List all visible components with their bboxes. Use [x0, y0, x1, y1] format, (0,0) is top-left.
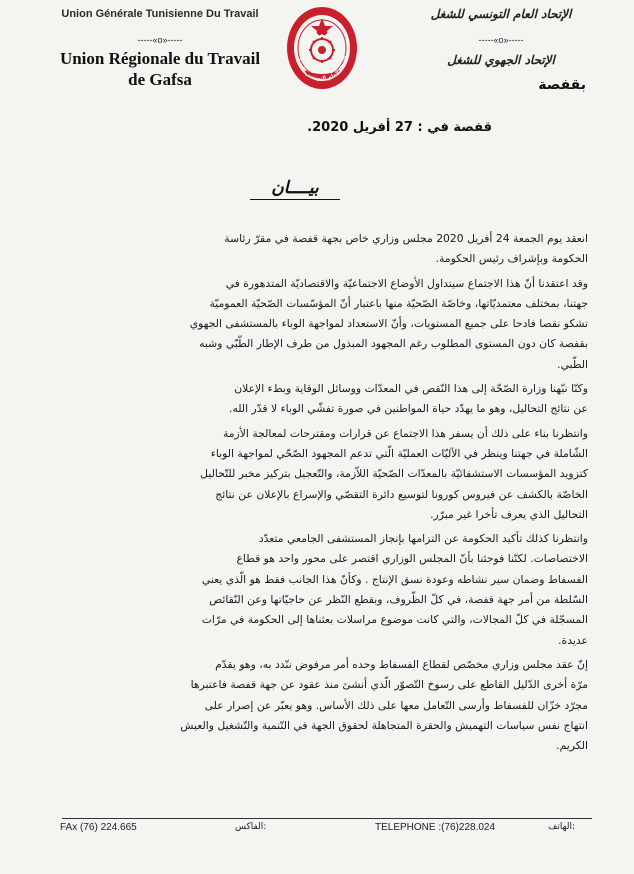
paragraph-line: التحاليل الذي يعرف تأخرا غير مبرّر. [430, 507, 588, 521]
city-name-ar: بقفصة [538, 77, 586, 93]
paragraph-line: إنّ عقد مجلس وزاري مخصّص لقطاع الفسفاط وحده أمر مرفوض ننّدد به، وهو يقدّم [215, 657, 588, 671]
paragraph-3 [66, 379, 588, 420]
regional-union-line-1: Union Régionale du Travail [59, 49, 261, 68]
footer-fax-ar: الفاكس: [235, 822, 267, 832]
ugtt-logo-graphic [284, 4, 360, 92]
paragraph-4 [66, 424, 588, 525]
paragraph-line: تشكو نقصا فادحا على جميع المستويات، وأنّ الاستعداد لمواجهة الوباء بالمستشفى الجهوي [189, 317, 588, 331]
paragraph-line: المسجّلة في كلّ المجالات، والتي كانت موضوع مراسلات بعثناها إلى الحكومة في مرّات [201, 613, 588, 627]
footer-telephone: TELEPHONE :(76)228.024 [375, 822, 496, 833]
paragraph-line: الفسفاط وضمان سير نشاطه وعودة نسق الإنتاج . وكأنّ هذا الجانب فقط هو الّذي يعني [201, 572, 588, 586]
paragraph-line: الشّاملة في جهتنا وينظر في الآليّات العمليّة الّتي تدعم المجهود الصّحّي لمواجهة الوباء [210, 446, 588, 460]
footer-telephone-ar: الهاتف: [548, 822, 576, 832]
paragraph-line: انتهاج نفس سياسات التهميش والحقرة المتجاهلة لحقوق الجهة في التّنمية والتّشغيل والعيش [180, 718, 588, 732]
paragraph-line: وكنّا نبّهنا وزارة الصّحّة إلى هذا النّقص في المعدّات ووسائل الوقاية وبطء الإعلان [234, 382, 588, 396]
ugtt-logo [284, 4, 360, 92]
paragraph-line: الخاصّة بالكشف عن فيروس كورونا لتوسيع دائرة التقصّي والإسراع بالإعلان عن نتائج [215, 487, 588, 501]
regional-union-line-2: de Gafsa [128, 70, 192, 89]
header-decoration-right: -----«o»----- [478, 35, 524, 45]
footer-divider [62, 818, 592, 819]
org-name-fr: Union Générale Tunisienne Du Travail [61, 8, 259, 20]
paragraph-line: الاختصاصات. لكنّنا فوجئنا بأنّ المجلس الوزاري اقتصر على محور واحد هو قطاع [236, 552, 588, 566]
org-name-ar: الإتحاد العام التونسي للشغل [430, 7, 572, 21]
document-title: بيــــان [250, 177, 340, 200]
paragraph-line: بقفصة كان دون المستوى المطلوب رغم المجهود المبذول من طرف الإطار الطّبّي وشبه [199, 337, 588, 351]
document-body [66, 229, 588, 760]
logo-arc-text: الاتحاد العام التونسي للشغل [293, 55, 350, 83]
paragraph-line: انعقد يوم الجمعة 24 أفريل 2020 مجلس وزاري خاص بجهة قفصة في مقرّ رئاسة [224, 232, 588, 245]
paragraph-line: عن نتائج التحاليل، وهو ما يهدّد حياة المواطنين في صورة تفشّي الوباء لا قدّر الله. [229, 402, 588, 416]
paragraph-5 [66, 529, 588, 651]
paragraph-line: الحكومة وبإشراف رئيس الحكومة. [435, 252, 588, 266]
header-decoration-left: -----«o»----- [137, 35, 183, 45]
regional-union-name-ar: الإتحاد الجهوي للشغل [447, 53, 555, 67]
paragraph-line: الطّبي. [557, 357, 588, 371]
document-date: قفصة في : 27 أفريل 2020. [307, 120, 492, 135]
paragraph-line: مرّة أخرى الدّليل القاطع على رسوخ التّصوّر الّذي أنشئ منذ عقود عن جهة قفصة فاعتبرها [190, 678, 588, 692]
paragraph-2 [66, 274, 588, 375]
paragraph-line: عديدة. [558, 633, 588, 647]
paragraph-line: وانتظرنا بناء على ذلك أن يسفر هذا الاجتماع عن قرارات ومقترحات لمعالجة الأزمة [222, 426, 588, 440]
paragraph-line: جهتنا، بمختلف معتمديّاتها، وخاصّة الصّحيّة منها باعتبار أنّ المؤسّسات الصّحيّة العموميّة [209, 296, 588, 310]
paragraph-1 [66, 229, 588, 270]
paragraph-line: كتزويد المؤسسات الاستشفائيّة بالمعدّات الصّحيّة اللاّزمة، والتّعجيل بتركيز مخبر للتّحاليل [200, 467, 588, 481]
paragraph-6 [66, 655, 588, 756]
paragraph-line: وانتظرنا كذلك تأكيد الحكومة عن التزامها بإنجاز المستشفى الجامعي متعدّد [258, 532, 588, 546]
paragraph-line: السّلطة من أمر جهة قفصة، في كلّ الظّروف، وبقطع النّظر عن حاجيّاتها وعن النّقائص [209, 593, 588, 607]
paragraph-line: مجرّد خزّان للفسفاط وأرسى التّعامل معها على ذلك الأساس. وهو يعبّر عن إصرار على [204, 698, 588, 712]
regional-union-name-fr [40, 48, 280, 90]
paragraph-line: وقد اعتقدنا أنّ هذا الاجتماع سيتداول الأوضاع الاجتماعيّة والاقتصاديّة المتدهورة في [225, 276, 588, 290]
paragraph-line: الكريم. [556, 739, 588, 753]
footer-fax: FAx (76) 224.665 [60, 822, 137, 833]
